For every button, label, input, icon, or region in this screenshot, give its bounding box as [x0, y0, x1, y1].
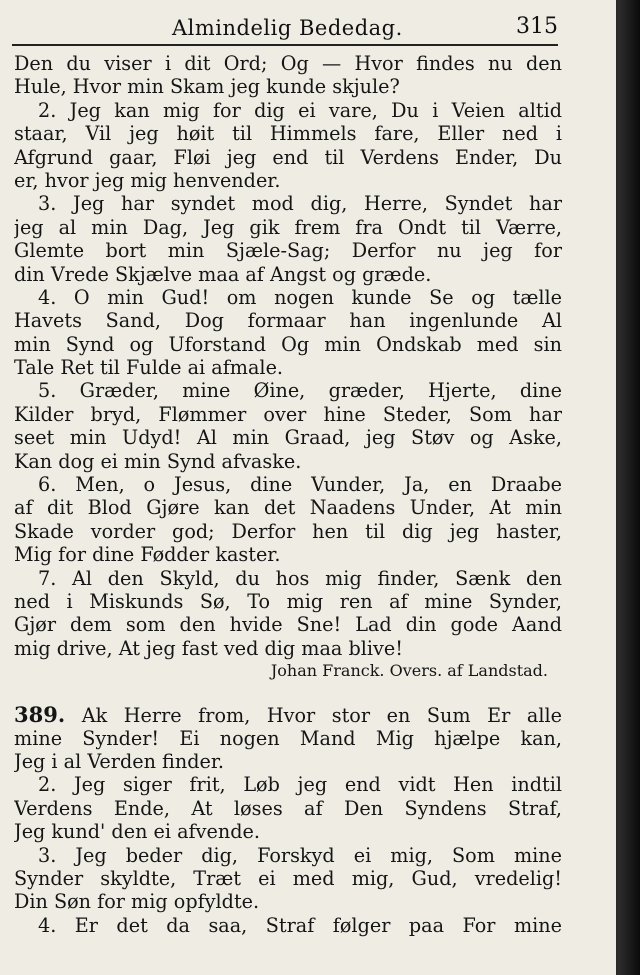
text-line: Gjør dem som den hvide Sne! Lad din gode Aand — [14, 613, 562, 637]
text-line: jeg al min Dag, Jeg gik frem fra Ondt til Værre, — [14, 215, 562, 239]
text-line: Mig for dine Fødder kaster. — [14, 543, 281, 567]
text-line: Havets Sand, Dog formaar han ingenlunde Al — [14, 309, 562, 333]
hymn-first-line — [14, 703, 562, 726]
page-body — [14, 52, 562, 937]
text-line: Hule, Hvor min Skam jeg kunde skjule? — [14, 75, 400, 99]
book-page-edge — [618, 0, 640, 975]
text-line: Skade vorder god; Derfor hen til dig jeg haster, — [14, 519, 562, 543]
text-line: 6. Men, o Jesus, dine Vunder, Ja, en Draabe — [38, 473, 562, 497]
text-line: seet min Udyd! Al min Graad, jeg Støv og Aske, — [14, 426, 562, 450]
text-line: staar, Vil jeg høit til Himmels fare, Eller ned i — [14, 122, 562, 146]
text-line: Ak Herre from, Hvor stor en Sum Er alle — [81, 704, 562, 727]
text-line: din Vrede Skjælve maa af Angst og græde. — [14, 262, 432, 286]
text-line: er, hvor jeg mig henvender. — [14, 168, 281, 192]
text-line: af dit Blod Gjøre kan det Naadens Under, At min — [14, 496, 562, 520]
text-line: 5. Græder, mine Øine, græder, Hjerte, dine — [38, 379, 562, 403]
hymn-attribution: Johan Franck. Overs. af Landstad. — [270, 661, 548, 681]
text-line: 4. O min Gud! om nogen kunde Se og tælle — [38, 285, 562, 309]
text-line: 7. Al den Skyld, du hos mig finder, Sænk den — [38, 566, 562, 590]
text-line: min Synd og Uforstand Og min Ondskab med sin — [14, 332, 562, 356]
text-line: 4. Er det da saa, Straf følger paa For mine — [38, 913, 562, 937]
text-line: Afgrund gaar, Fløi jeg end til Verdens Ender, Du — [14, 145, 562, 169]
text-line: 3. Jeg har syndet mod dig, Herre, Syndet har — [38, 192, 562, 216]
hymn-number: 389. — [14, 703, 66, 727]
text-line: Tale Ret til Fulde ai afmale. — [14, 356, 284, 380]
text-line: Verdens Ende, At løses af Den Syndens Straf, — [14, 796, 562, 820]
text-line: Jeg kund' den ei afvende. — [14, 820, 260, 844]
text-line: 3. Jeg beder dig, Forskyd ei mig, Som mine — [38, 843, 562, 867]
text-line: Kan dog ei min Synd afvaske. — [14, 449, 302, 473]
text-line: Jeg i al Verden finder. — [14, 749, 225, 773]
section-gap — [14, 682, 562, 703]
text-line: Din Søn for mig opfyldte. — [14, 890, 260, 914]
text-line: Synder skyldte, Træt ei med mig, Gud, vredelig! — [14, 866, 562, 890]
text-line: 2. Jeg kan mig for dig ei vare, Du i Veien altid — [38, 98, 562, 122]
text-line: Den du viser i dit Ord; Og — Hvor findes nu den — [14, 52, 562, 75]
text-line: mine Synder! Ei nogen Mand Mig hjælpe kan, — [14, 726, 562, 750]
running-header — [12, 14, 558, 46]
text-line: 2. Jeg siger frit, Løb jeg end vidt Hen indtil — [38, 773, 562, 797]
page-number: 315 — [516, 14, 558, 39]
text-line: Glemte bort min Sjæle-Sag; Derfor nu jeg for — [14, 239, 562, 263]
text-line: ned i Miskunds Sø, To mig ren af mine Synder, — [14, 589, 562, 613]
text-line: Kilder bryd, Flømmer over hine Steder, Som har — [14, 402, 562, 426]
text-line: mig drive, At jeg fast ved dig maa blive! — [14, 636, 403, 660]
page-title: Almindelig Bededag. — [172, 16, 403, 40]
